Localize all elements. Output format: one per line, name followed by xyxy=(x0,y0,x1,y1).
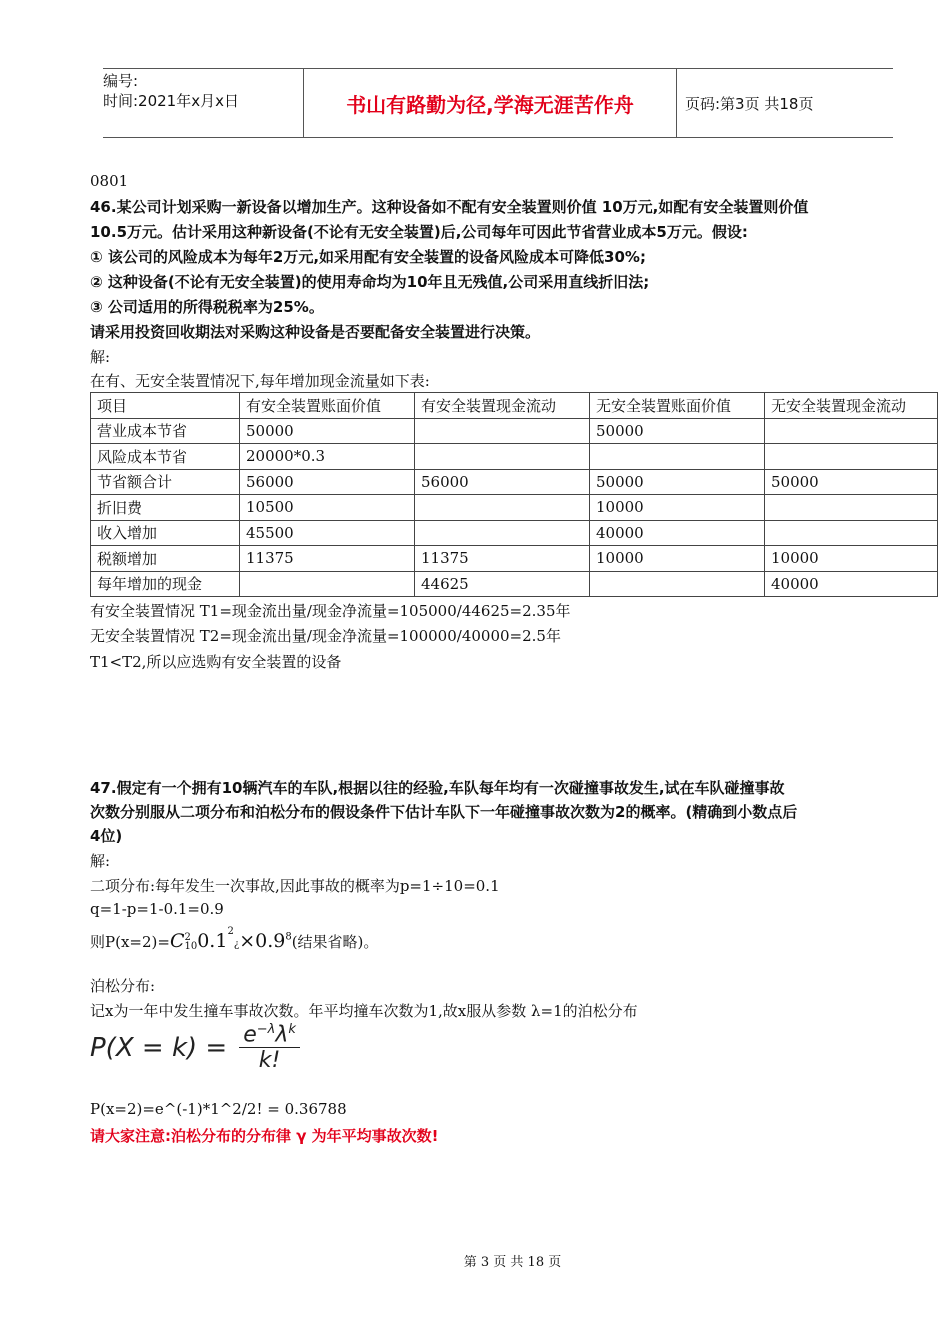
document-header xyxy=(103,68,893,138)
table-header-cell: 有安全装置账面价值 xyxy=(240,393,415,419)
table-cell xyxy=(590,571,765,597)
table-cell: 风险成本节省 xyxy=(91,444,240,470)
table-cell: 50000 xyxy=(765,469,938,495)
table-row xyxy=(91,546,938,572)
table-cell: 56000 xyxy=(415,469,590,495)
table-header-cell: 有安全装置现金流动 xyxy=(415,393,590,419)
section-code: 0801 xyxy=(90,172,129,190)
table-cell xyxy=(765,495,938,521)
table-cell: 40000 xyxy=(590,520,765,546)
q47-line-2: 次数分别服从二项分布和泊松分布的假设条件下估计车队下一年碰撞事故次数为2的概率。(精确到小数点后 xyxy=(90,803,798,821)
table-cell: 每年增加的现金 xyxy=(91,571,240,597)
table-cell: 10000 xyxy=(590,546,765,572)
table-cell xyxy=(415,495,590,521)
binomial-suffix: (结果省略)。 xyxy=(291,933,379,951)
q46-result-t1: 有安全装置情况 T1=现金流出量/现金净流量=105000/44625=2.35年 xyxy=(90,602,571,620)
q47-line-1: 47.假定有一个拥有10辆汽车的车队,根据以往的经验,车队每年均有一次碰撞事故发生,试在车队碰撞事故 xyxy=(90,779,785,797)
table-cell xyxy=(765,520,938,546)
header-meta xyxy=(103,69,303,137)
table-cell: 节省额合计 xyxy=(91,469,240,495)
time-label: 时间:2021年x月x日 xyxy=(103,92,239,110)
binomial-line-2: q=1-p=1-0.1=0.9 xyxy=(90,900,224,918)
q47-solution-label: 解: xyxy=(90,852,111,870)
table-row xyxy=(91,495,938,521)
poisson-result: P(x=2)=e^(-1)*1^2/2! = 0.36788 xyxy=(90,1100,347,1118)
binomial-prefix: 则P(x=2)= xyxy=(90,933,170,951)
table-cell xyxy=(415,444,590,470)
table-cell xyxy=(590,444,765,470)
header-page-info: 页码:第3页 共18页 xyxy=(685,94,814,113)
poisson-formula xyxy=(90,1022,300,1073)
table-header-row xyxy=(91,393,938,419)
table-cell: 40000 xyxy=(765,571,938,597)
binomial-line-1: 二项分布:每年发生一次事故,因此事故的概率为p=1÷10=0.1 xyxy=(90,877,500,895)
table-cell: 营业成本节省 xyxy=(91,418,240,444)
poisson-title: 泊松分布: xyxy=(90,977,156,995)
table-cell: 50000 xyxy=(590,469,765,495)
q46-line-1: 46.某公司计划采购一新设备以增加生产。这种设备如不配有安全装置则价值 10万元,如配有安全装置则价值 xyxy=(90,198,809,216)
table-row xyxy=(91,571,938,597)
table-row xyxy=(91,520,938,546)
q46-solution-label: 解: xyxy=(90,348,111,366)
table-header-cell: 项目 xyxy=(91,393,240,419)
table-cell: 50000 xyxy=(590,418,765,444)
table-cell xyxy=(240,571,415,597)
q46-result-t2: 无安全装置情况 T2=现金流出量/现金净流量=100000/40000=2.5年 xyxy=(90,627,561,645)
q46-line-5: ③ 公司适用的所得税税率为25%。 xyxy=(90,298,324,316)
table-cell: 收入增加 xyxy=(91,520,240,546)
q46-conclusion: T1<T2,所以应选购有安全装置的设备 xyxy=(90,653,342,671)
table-cell: 56000 xyxy=(240,469,415,495)
formula-lhs: P(X = k) = xyxy=(90,1032,228,1063)
table-cell: 10000 xyxy=(590,495,765,521)
table-cell: 税额增加 xyxy=(91,546,240,572)
table-cell: 44625 xyxy=(415,571,590,597)
formula-numerator: $e^{-\lambda}\lambda^k$ xyxy=(239,1022,300,1048)
binomial-formula-line xyxy=(90,925,379,952)
table-cell: 50000 xyxy=(240,418,415,444)
q46-line-6: 请采用投资回收期法对采购这种设备是否要配备安全装置进行决策。 xyxy=(90,323,541,341)
table-cell: 45500 xyxy=(240,520,415,546)
table-row xyxy=(91,469,938,495)
table-cell xyxy=(765,418,938,444)
table-cell xyxy=(415,418,590,444)
table-cell: 折旧费 xyxy=(91,495,240,521)
table-cell: 10000 xyxy=(765,546,938,572)
formula-fraction xyxy=(239,1022,300,1073)
cashflow-table xyxy=(90,392,938,597)
number-label: 编号: xyxy=(103,72,139,90)
page-footer: 第 3 页 共 18 页 xyxy=(463,1255,562,1270)
binomial-math: C 2 10 $0.1^2¿\times 0.9^8$ xyxy=(169,925,292,952)
table-cell xyxy=(765,444,938,470)
table-cell: 10500 xyxy=(240,495,415,521)
table-cell: 20000*0.3 xyxy=(240,444,415,470)
q46-line-3: ① 该公司的风险成本为每年2万元,如采用配有安全装置的设备风险成本可降低30%; xyxy=(90,248,646,266)
poisson-description: 记x为一年中发生撞车事故次数。年平均撞车次数为1,故x服从参数 λ=1的泊松分布 xyxy=(90,1002,638,1020)
header-motto: 书山有路勤为径,学海无涯苦作舟 xyxy=(303,69,677,137)
q46-line-4: ② 这种设备(不论有无安全装置)的使用寿命均为10年且无残值,公司采用直线折旧法; xyxy=(90,273,650,291)
table-header-cell: 无安全装置现金流动 xyxy=(765,393,938,419)
table-cell: 11375 xyxy=(240,546,415,572)
q46-table-intro: 在有、无安全装置情况下,每年增加现金流量如下表: xyxy=(90,372,430,390)
table-row xyxy=(91,444,938,470)
table-cell xyxy=(415,520,590,546)
note-text: 请大家注意:泊松分布的分布律 γ 为年平均事故次数! xyxy=(90,1127,439,1145)
table-row xyxy=(91,418,938,444)
q47-line-3: 4位) xyxy=(90,827,123,845)
table-header-cell: 无安全装置账面价值 xyxy=(590,393,765,419)
q46-line-2: 10.5万元。估计采用这种新设备(不论有无安全装置)后,公司每年可因此节省营业成本5万元。假设: xyxy=(90,223,748,241)
formula-denominator: k! xyxy=(258,1048,281,1074)
table-cell: 11375 xyxy=(415,546,590,572)
